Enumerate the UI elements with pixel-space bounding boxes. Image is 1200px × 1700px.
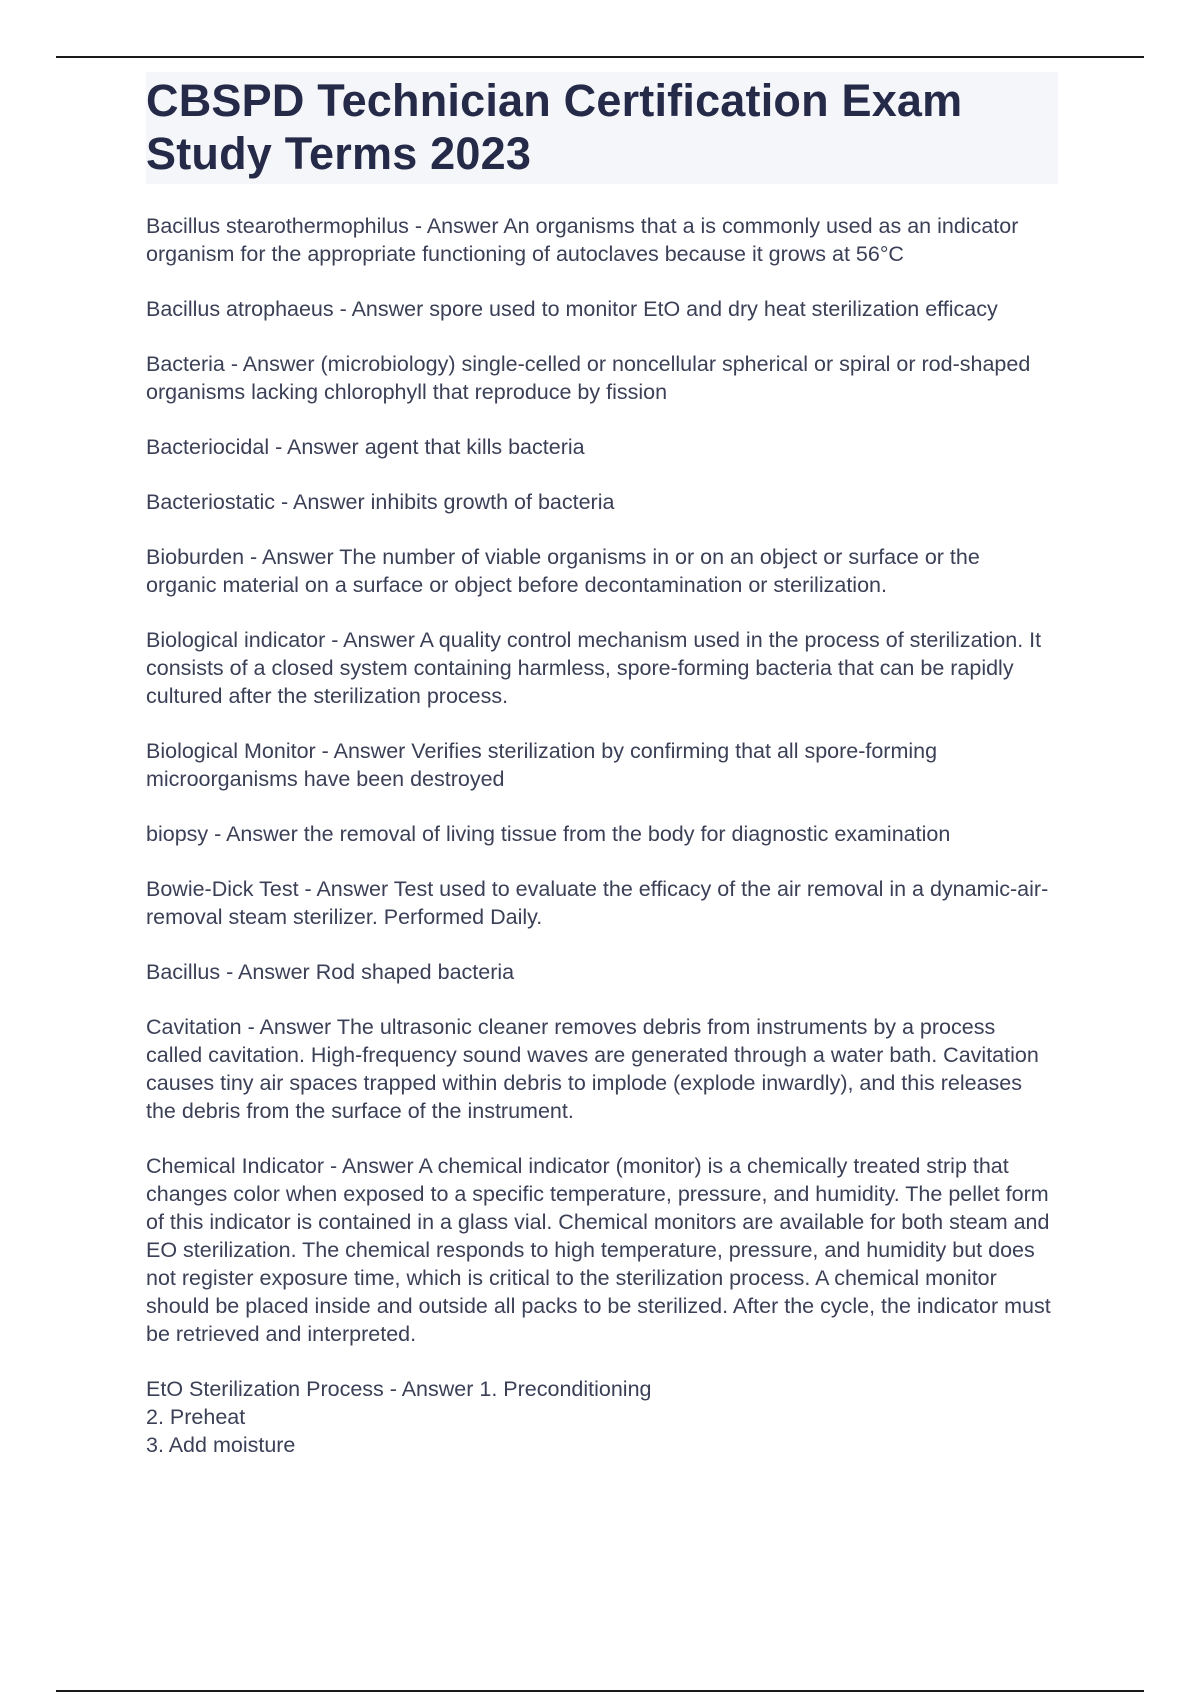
entry-term: EtO Sterilization Process: [146, 1377, 384, 1401]
entry-definition: Rod shaped bacteria: [315, 960, 515, 984]
entry-definition: A chemical indicator (monitor) is a chemically treated strip that changes color when exposed to a specific temperature, pressure, and humidity. The pellet form of this indicator is contained in a glass vial. Chemical monitors are available for both steam and EO sterilization. The chemical responds to high temperature, pressure, and humidity but does not register exposure time, which is critical to the sterilization process. A chemical monitor should be placed inside and outside all packs to be sterilized. After the cycle, the indicator must be retrieved and interpreted.: [146, 1154, 1051, 1346]
term-entry: [146, 543, 1056, 599]
entry-separator: - Answer: [324, 1154, 419, 1178]
document-page: [146, 72, 1056, 1486]
entry-term: Bacteriocidal: [146, 435, 270, 459]
term-entry: [146, 350, 1056, 406]
entry-term: Bowie-Dick Test: [146, 877, 299, 901]
top-rule: [56, 56, 1144, 58]
entry-definition: inhibits growth of bacteria: [370, 490, 615, 514]
entry-separator: - Answer: [383, 1377, 480, 1401]
term-entry: [146, 875, 1056, 931]
term-entry: [146, 737, 1056, 793]
entry-definition: An organisms that a is commonly used as an indicator organism for the appropriate functioning of autoclaves because it grows at 56°C: [146, 214, 1019, 266]
entry-separator: - Answer: [325, 628, 420, 652]
term-entry: [146, 958, 1056, 986]
document-title: CBSPD Technician Certification Exam Study Terms 2023: [146, 75, 963, 179]
entry-separator: - Answer: [269, 435, 365, 459]
entry-definition: agent that kills bacteria: [364, 435, 585, 459]
entry-separator: - Answer: [208, 822, 304, 846]
entry-separator: - Answer: [408, 214, 504, 238]
term-entry: [146, 1013, 1056, 1125]
entry-separator: - Answer: [244, 545, 340, 569]
entry-definition: The ultrasonic cleaner removes debris from instruments by a process called cavitation. High-frequency sound waves are generated through a water bath. Cavitation causes tiny air spaces trapped within debris to implode (explode inwardly), and this releases the debris from the surface of the instrument.: [146, 1015, 1039, 1123]
entry-separator: - Answer: [275, 490, 371, 514]
entry-term: Bacillus atrophaeus: [146, 297, 334, 321]
entry-term: Cavitation: [146, 1015, 242, 1039]
bottom-rule: [56, 1690, 1144, 1692]
entry-separator: - Answer: [315, 739, 412, 763]
entry-term: Bacteriostatic: [146, 490, 276, 514]
entry-definition: Verifies sterilization by confirming that all spore-forming microorganisms have been destroyed: [146, 739, 938, 791]
term-entry: [146, 433, 1056, 461]
term-entry: [146, 1375, 1056, 1459]
term-entry: [146, 626, 1056, 710]
term-entry: [146, 488, 1056, 516]
entry-term: Bacillus: [146, 960, 221, 984]
entry-definition: The number of viable organisms in or on an object or surface or the organic material on a surface or object before decontamination or sterilization.: [146, 545, 980, 597]
entry-separator: - Answer: [333, 297, 430, 321]
title-block: [146, 72, 1058, 184]
entry-definition: (microbiology) single-celled or noncellular spherical or spiral or rod-shaped organisms lacking chlorophyll that reproduce by fission: [146, 352, 1031, 404]
term-entry: [146, 295, 1056, 323]
entry-separator: - Answer: [241, 1015, 337, 1039]
entry-definition: A quality control mechanism used in the process of sterilization. It consists of a closed system containing harmless, spore-forming bacteria that can be rapidly cultured after the sterilization process.: [146, 628, 1042, 708]
entry-term: Chemical Indicator: [146, 1154, 325, 1178]
entry-separator: - Answer: [224, 352, 321, 376]
entry-definition: the removal of living tissue from the body for diagnostic examination: [303, 822, 951, 846]
entry-term: Biological indicator: [146, 628, 326, 652]
entry-term: Biological Monitor: [146, 739, 316, 763]
entry-term: Bacillus stearothermophilus: [146, 214, 409, 238]
entry-definition: Test used to evaluate the efficacy of the air removal in a dynamic-air-removal steam sterilizer. Performed Daily.: [146, 877, 1049, 929]
entry-separator: - Answer: [220, 960, 316, 984]
entry-term: Bioburden: [146, 545, 245, 569]
entry-term: biopsy: [146, 822, 209, 846]
entry-definition: spore used to monitor EtO and dry heat sterilization efficacy: [429, 297, 998, 321]
term-entry: [146, 212, 1056, 268]
entry-separator: - Answer: [298, 877, 394, 901]
term-entry: [146, 820, 1056, 848]
term-entry: [146, 1152, 1056, 1348]
entry-term: Bacteria: [146, 352, 225, 376]
entry-list: [146, 212, 1056, 1459]
entry-definition: 1. Preconditioning 2. Preheat 3. Add moisture: [146, 1377, 652, 1457]
